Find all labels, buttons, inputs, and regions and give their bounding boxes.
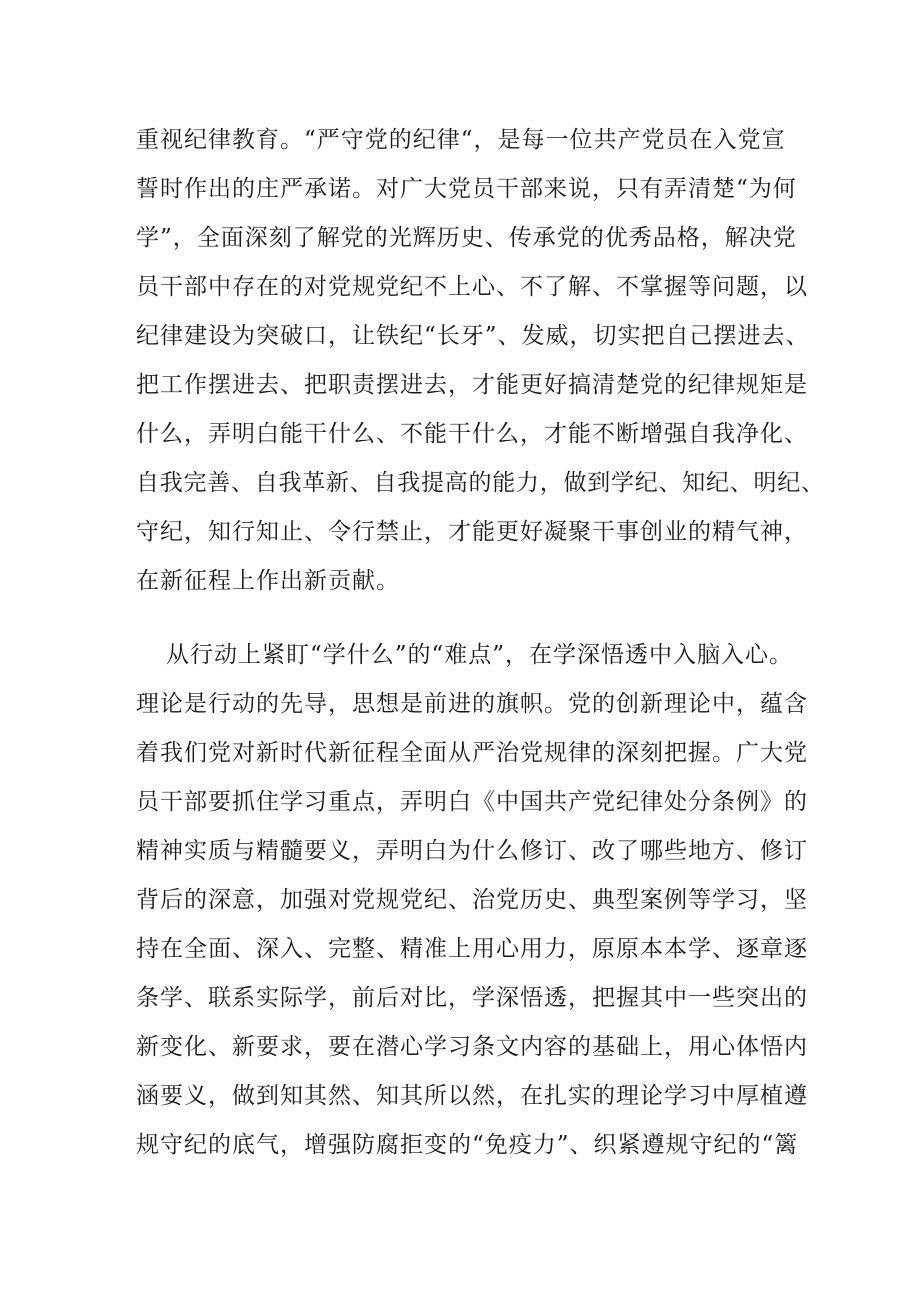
paragraph-1-line-9: 守纪，知行知止、令行禁止，才能更好凝聚干事创业的精气神， <box>136 519 808 545</box>
paragraph-2-line-7: 持在全面、深入、完整、精准上用心用力，原原本本学、逐章逐 <box>136 936 808 962</box>
paragraph-2-line-1: 从行动上紧盯“学什么”的“难点”，在学深悟透中入脑入心。 <box>166 642 794 668</box>
paragraph-2-line-6: 背后的深意，加强对党规党纪、治党历史、典型案例等学习，坚 <box>136 887 808 913</box>
paragraph-2-line-8: 条学、联系实际学，前后对比，学深悟透，把握其中一些突出的 <box>136 985 808 1011</box>
paragraph-1-line-1: 重视纪律教育。“严守党的纪律“，是每一位共产党员在入党宣 <box>136 127 786 153</box>
paragraph-1-line-7: 什么，弄明白能干什么、不能干什么，才能不断增强自我净化、 <box>136 421 808 447</box>
paragraph-1-line-3: 学”，全面深刻了解党的光辉历史、传承党的优秀品格，解决党 <box>136 225 797 251</box>
paragraph-2-line-11: 规守纪的底气，增强防腐拒变的“免疫力”、织紧遵规守纪的“篱 <box>136 1132 799 1158</box>
paragraph-2-line-4: 员干部要抓住学习重点，弄明白《中国共产党纪律处分条例》的 <box>136 789 808 815</box>
paragraph-2-line-3: 着我们党对新时代新征程全面从严治党规律的深刻把握。广大党 <box>136 740 808 766</box>
paragraph-1-line-8: 自我完善、自我革新、自我提高的能力，做到学纪、知纪、明纪、 <box>136 470 825 496</box>
paragraph-1-line-6: 把工作摆进去、把职责摆进去，才能更好搞清楚党的纪律规矩是 <box>136 372 808 398</box>
paragraph-2-line-5: 精神实质与精髓要义，弄明白为什么修订、改了哪些地方、修订 <box>136 838 808 864</box>
paragraph-1-line-5: 纪律建设为突破口，让铁纪“长牙”、发威，切实把自己摆进去、 <box>136 323 810 349</box>
paragraph-2-line-10: 涵要义，做到知其然、知其所以然，在扎实的理论学习中厚植遵 <box>136 1083 808 1109</box>
paragraph-1-line-4: 员干部中存在的对党规党纪不上心、不了解、不掌握等问题，以 <box>136 274 808 300</box>
paragraph-2-line-9: 新变化、新要求，要在潜心学习条文内容的基础上，用心体悟内 <box>136 1034 808 1060</box>
paragraph-2-line-2: 理论是行动的先导，思想是前进的旗帜。党的创新理论中，蕴含 <box>136 691 808 717</box>
paragraph-1-line-10: 在新征程上作出新贡献。 <box>136 568 400 594</box>
paragraph-1-line-2: 誓时作出的庄严承诺。对广大党员干部来说，只有弄清楚“为何 <box>136 176 797 202</box>
